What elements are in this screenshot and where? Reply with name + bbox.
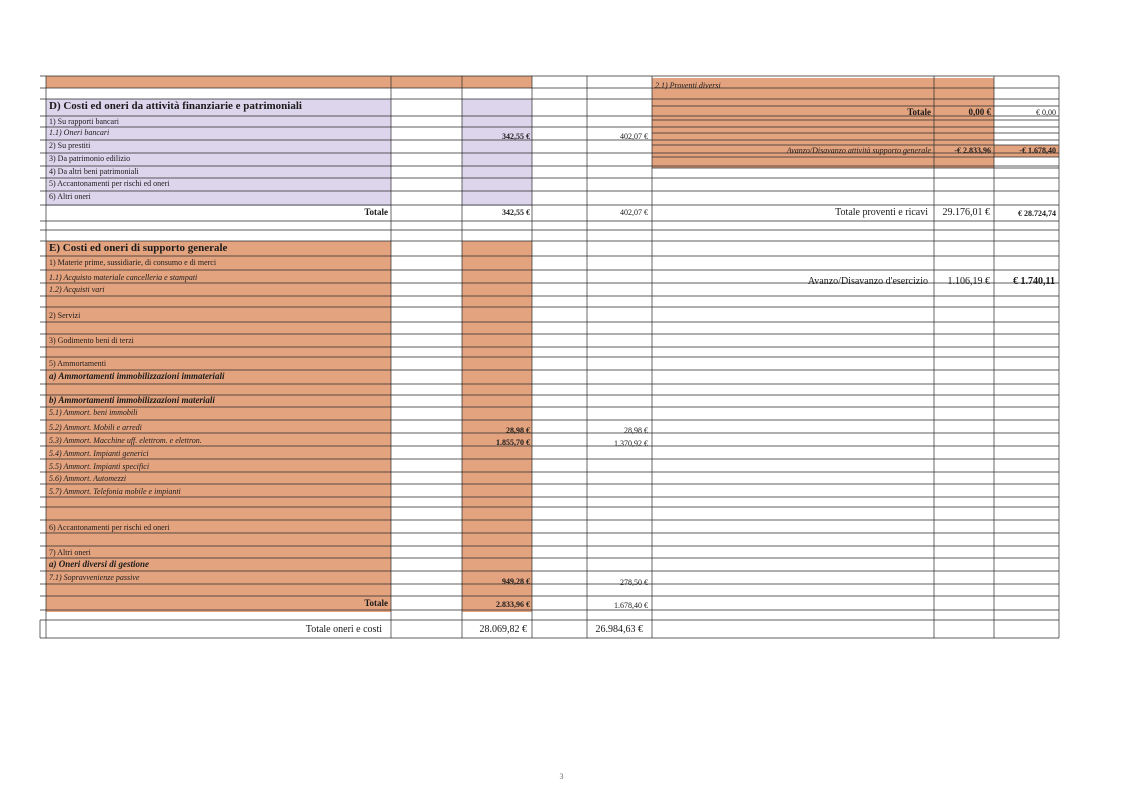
proventi-diversi-label: 2.1) Proventi diversi: [655, 81, 721, 90]
section-d-value-fill: [462, 99, 532, 206]
section-e-item: 5) Ammortamenti: [49, 359, 107, 368]
section-e-item: a) Oneri diversi di gestione: [49, 560, 149, 569]
avanzo-esercizio-current: 1.106,19 €: [947, 276, 990, 287]
right-totale-label: Totale: [907, 107, 931, 117]
proventi-ricavi-current: 29.176,01 €: [942, 207, 990, 218]
section-e-item: a) Ammortamenti immobilizzazioni immateriali: [49, 372, 225, 381]
section-e-item: 7.1) Sopravvenienze passive: [49, 573, 140, 582]
section-d-item: 5) Accantonamenti per rischi ed oneri: [49, 179, 170, 188]
avanzo-supporto-label: Avanzo/Disavanzo attività supporto generale: [786, 146, 931, 155]
grand-total-current: 28.069,82 €: [479, 624, 527, 635]
section-e-item-previous: 28,98 €: [624, 426, 648, 435]
page-number: 3: [559, 772, 564, 781]
header-band-fill: [46, 76, 532, 88]
section-e-item: 5.1) Ammort. beni immobili: [49, 408, 138, 417]
right-totale-current: 0,00 €: [968, 107, 991, 117]
section-d-total-previous: 402,07 €: [620, 208, 648, 217]
section-d-item: 6) Altri oneri: [49, 192, 91, 201]
section-d-title: D) Costi ed oneri da attività finanziarie e patrimoniali: [49, 100, 302, 112]
section-e-item-previous: 1.370,92 €: [614, 439, 648, 448]
section-d-item: 1) Su rapporti bancari: [49, 117, 119, 126]
avanzo-supporto-previous: -€ 1.678,40: [1019, 146, 1056, 155]
section-e-item: 5.5) Ammort. Impianti specifici: [49, 462, 150, 471]
section-e-title: E) Costi ed oneri di supporto generale: [49, 242, 228, 254]
grand-total-previous: 26.984,63 €: [595, 624, 643, 635]
section-e-item: 7) Altri oneri: [49, 548, 91, 557]
section-e-item: 5.3) Ammort. Macchine uff. elettrom. e elettron.: [49, 436, 202, 445]
right-totale-previous: € 0,00: [1036, 108, 1056, 117]
section-e-total-label: Totale: [364, 598, 388, 608]
proventi-ricavi-previous: € 28.724,74: [1018, 209, 1056, 218]
section-d-item-current: 342,55 €: [502, 132, 530, 141]
section-e-total-current: 2.833,96 €: [496, 600, 530, 609]
section-d-item: 1.1) Oneri bancari: [49, 128, 110, 137]
section-e-item: 5.4) Ammort. Impianti generici: [49, 449, 149, 458]
section-e-total-previous: 1.678,40 €: [614, 601, 648, 610]
section-e-item: 1.1) Acquisto materiale cancelleria e stampati: [49, 273, 198, 282]
section-e-item: 1) Materie prime, sussidiarie, di consumo e di merci: [49, 258, 217, 267]
section-d-label-fill: [46, 99, 391, 206]
avanzo-supporto-current: -€ 2.833,96: [954, 146, 991, 155]
section-d-total-label: Totale: [364, 207, 388, 217]
section-e-item: 5.6) Ammort. Automezzi: [49, 474, 127, 483]
section-d-item: 2) Su prestiti: [49, 141, 91, 150]
section-d-item-previous: 402,07 €: [620, 132, 648, 141]
section-d-total-current: 342,55 €: [502, 208, 530, 217]
section-e-item: 1.2) Acquisti vari: [49, 285, 105, 294]
section-e-item-previous: 278,50 €: [620, 578, 648, 587]
section-d-item: 3) Da patrimonio edilizio: [49, 154, 131, 163]
proventi-ricavi-label: Totale proventi e ricavi: [835, 207, 928, 218]
section-e-item: 5.2) Ammort. Mobili e arredi: [49, 423, 142, 432]
section-e-item-current: 949,28 €: [502, 577, 530, 586]
section-e-item: 5.7) Ammort. Telefonia mobile e impianti: [49, 487, 181, 496]
section-e-item: 3) Godimento beni di terzi: [49, 336, 134, 345]
avanzo-esercizio-label: Avanzo/Disavanzo d'esercizio: [807, 276, 928, 287]
section-e-item: 2) Servizi: [49, 311, 81, 320]
section-e-item-current: 1.855,70 €: [496, 438, 530, 447]
grand-total-label: Totale oneri e costi: [305, 624, 382, 635]
section-e-item-current: 28,98 €: [506, 426, 530, 435]
section-e-item: 6) Accantonamenti per rischi ed oneri: [49, 523, 170, 532]
avanzo-esercizio-previous: € 1.740,11: [1013, 276, 1055, 287]
section-e-item: b) Ammortamenti immobilizzazioni materiali: [49, 396, 215, 405]
section-d-item: 4) Da altri beni patrimoniali: [49, 167, 139, 176]
